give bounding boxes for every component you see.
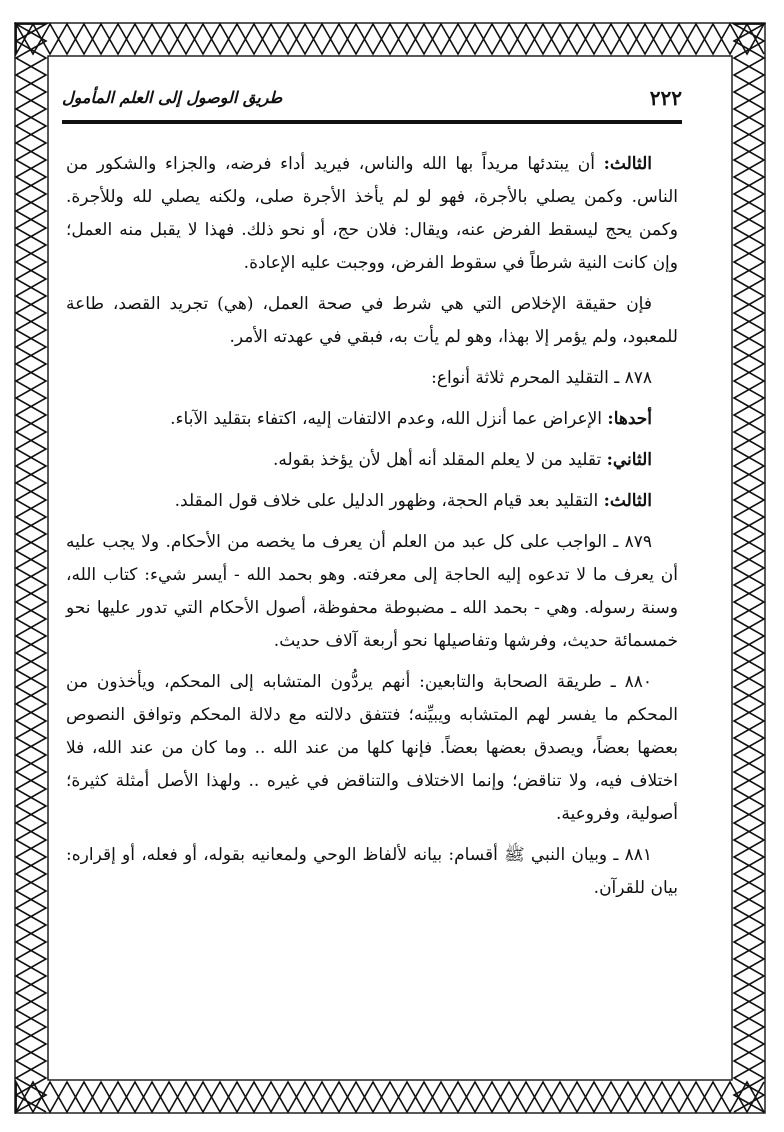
paragraph [66,444,678,477]
paragraph-text: ٨٧٨ ـ التقليد المحرم ثلاثة أنواع: [431,368,652,388]
paragraph [66,148,678,280]
paragraph-lead: أحدها: [607,409,652,429]
paragraph-lead: الثالث: [603,491,652,511]
paragraph-text: ٨٨١ ـ وبيان النبي ﷺ أقسام: بيانه لألفاظ الوحي ولمعانيه بقوله، أو فعله، أو إقراره: بيان للقرآن. [66,845,678,898]
paragraph-text: الإعراض عما أنزل الله، وعدم الالتفات إليه، اكتفاء بتقليد الآباء. [170,409,608,429]
header-rule [62,120,682,124]
paragraph [66,288,678,354]
paragraph-text: ٨٨٠ ـ طريقة الصحابة والتابعين: أنهم يردُّون المتشابه إلى المحكم، ويأخذون من المحكم ما يفسر لهم المتشابه ويبيِّنه؛ فتتفق دلالته مع دلالة المحكم وتوافق النصوص بعضها بعضاً، ويصدق بعضها بعضاً. فإنها كلها من عند الله .. وما كان من عند الله، فلا اختلاف فيه، ولا تناقض؛ وإنما الاختلاف والتناقض في غيره .. ولهذا الأصل أمثلة كثيرة؛ أصولية، وفروعية. [66,672,678,824]
paragraph-text: ٨٧٩ ـ الواجب على كل عبد من العلم أن يعرف ما يخصه من الأحكام. ولا يجب عليه أن يعرف ما لا تدعوه إليه الحاجة إلى معرفته. وهو بحمد الله - أيسر شيء: كتاب الله، وسنة رسوله. وهي - بحمد الله ـ مضبوطة محفوظة، أصول الأحكام التي تدور عليها نحو خمسمائة حديث، وفرشها وتفاصيلها نحو أربعة آلاف حديث. [66,532,678,651]
page-body [66,148,678,1068]
paragraph [66,485,678,518]
paragraph [66,526,678,658]
page-header [62,86,682,120]
paragraph-text: أن يبتدئها مريداً بها الله والناس، فيريد أداء فرضه، والجزاء والشكور من الناس. وكمن يصلي بالأجرة، فهو لو لم يأخذ الأجرة صلى، ولكنه يصلي لله وللأجرة. وكمن يحج ليسقط الفرض عنه، ويقال: فلان حج، أو نحو ذلك. فهذا لا يقبل منه العمل؛ وإن كانت النية شرطاً في سقوط الفرض، ووجبت عليه الإعادة. [66,154,678,273]
paragraph-text: فإن حقيقة الإخلاص التي هي شرط في صحة العمل، (هي) تجريد القصد، طاعة للمعبود، ولم يؤمر إلا بهذا، وهو لم يأت به، فبقي في عهدته الأمر. [66,294,678,347]
running-title: طريق الوصول إلى العلم المأمول [62,88,283,107]
paragraph-lead: الثالث: [603,154,652,174]
paragraph-text: التقليد بعد قيام الحجة، وظهور الدليل على خلاف قول المقلد. [174,491,604,511]
paragraph-lead: الثاني: [606,450,652,470]
paragraph [66,403,678,436]
page-number: ٢٢٢ [649,86,682,110]
paragraph-text: تقليد من لا يعلم المقلد أنه أهل لأن يؤخذ بقوله. [272,450,607,470]
paragraph [66,362,678,395]
paragraph [66,839,678,905]
paragraph [66,666,678,831]
